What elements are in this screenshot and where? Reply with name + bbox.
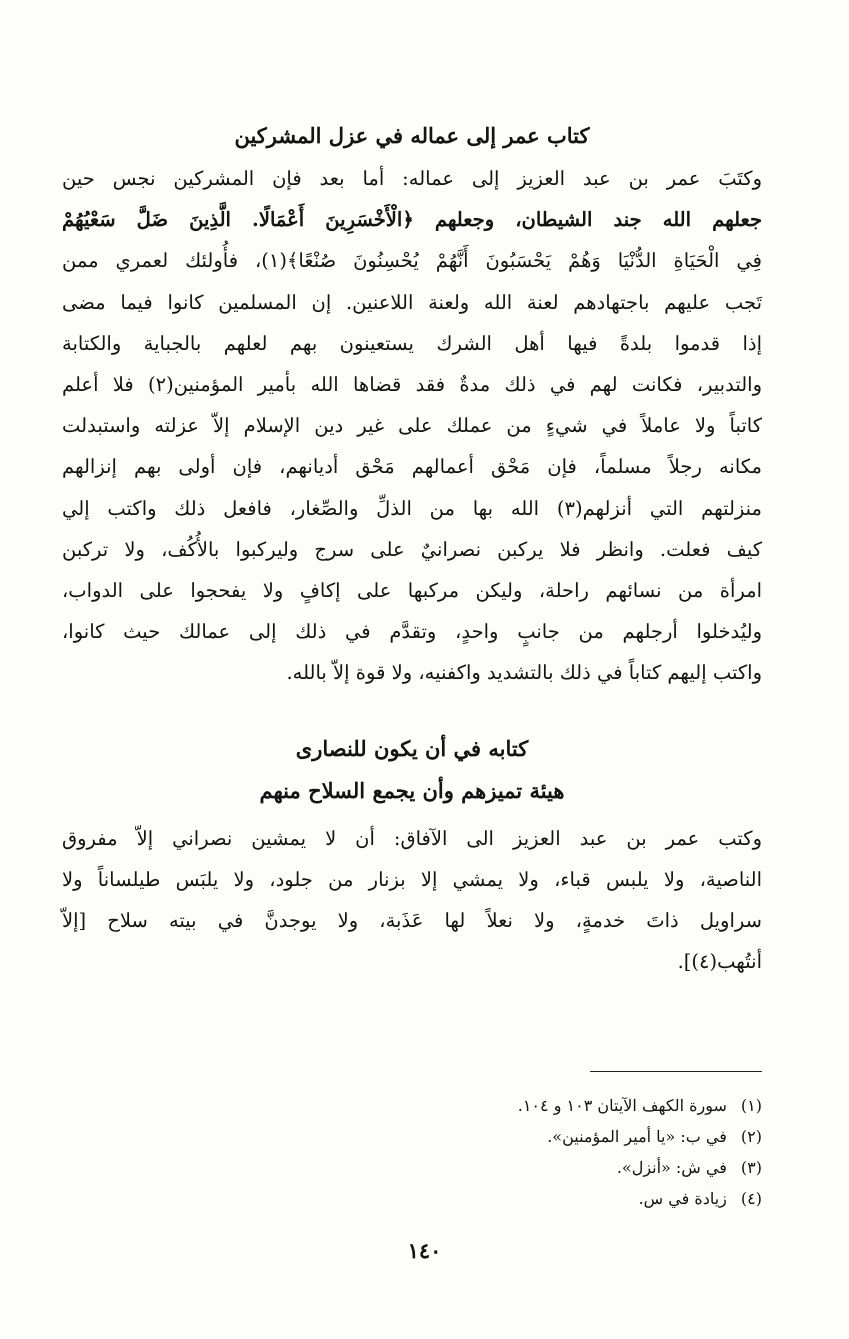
section-title: كتاب عمر إلى عماله في عزل المشركين	[234, 123, 590, 148]
text-line: امرأة من نسائهم راحلة، وليكن مركبها على إكافٍ ولا يفحجوا على الدواب،	[62, 579, 762, 603]
footnote-number: (٢)	[740, 1127, 762, 1146]
footnote-text: في ش: «أنزل».	[616, 1158, 727, 1177]
footnote-number: (٣)	[740, 1158, 762, 1177]
text-line: واكتب إليهم كتاباً في ذلك بالتشديد واكفنيه، ولا قوة إلاّ بالله.	[286, 661, 762, 685]
text-line: كاتباً ولا عاملاً في شيءٍ من عملك على غير دين الإسلام إلاّ عزلته واستبدلت	[62, 414, 762, 438]
footnote	[402, 1152, 762, 1183]
footnote-text: في ب: «يا أمير المؤمنين».	[547, 1127, 727, 1146]
text-line: أنتُهب(٤)].	[677, 950, 762, 974]
text-line: وكتَبَ عمر بن عبد العزيز إلى عماله: أما بعد فإن المشركين نجس حين	[62, 167, 762, 190]
footnote	[402, 1183, 762, 1214]
text-line: وكتب عمر بن عبد العزيز الى الآفاق: أن لا يمشين نصراني إلاّ مفروق	[62, 826, 762, 850]
text-line: جعلهم الله جند الشيطان، وجعلهم ﴿الْأَخْسَرِينَ أَعْمَالًا. الَّذِينَ ضَلَّ سَعْيُهُمْ	[62, 208, 762, 232]
page-number: ١٤٠	[407, 1238, 442, 1263]
section-title-line-2: هيئة تميزهم وأن يجمع السلاح منهم	[259, 777, 565, 803]
section-two	[62, 728, 762, 983]
footnote	[402, 1121, 762, 1152]
footnote-divider	[590, 1071, 762, 1072]
text-line: إذا قدموا بلدةً فيها أهل الشرك يستعينون بهم لعلهم بالجباية والكتابة	[62, 331, 762, 355]
text-line: كيف فعلت. وانظر فلا يركبن نصرانيٌ على سرج وليركبوا بالأُكُف، ولا تركبن	[62, 537, 762, 561]
footnote-number: (٤)	[740, 1189, 762, 1208]
footnote-text: زيادة في س.	[638, 1189, 727, 1208]
text-line: الناصية، ولا يلبس قباء، ولا يمشي إلا بزنار من جلود، ولا يلبَس طيلساناً ولا	[62, 867, 762, 891]
section-paragraph	[62, 158, 762, 694]
text-line: منزلتهم التي أنزلهم(٣) الله بها من الذلِّ والصِّغار، فافعل ذلك واكتب إلي	[62, 496, 762, 520]
text-line: والتدبير، فكانت لهم في ذلك مدةٌ فقد قضاها الله بأمير المؤمنين(٢) فلا أعلم	[62, 373, 762, 397]
section-paragraph	[62, 818, 762, 983]
footnote-number: (١)	[740, 1096, 762, 1115]
text-line: سراويل ذاتَ خدمةٍ، ولا نعلاً لها عَذَبة، ولا يوجدنَّ في بيته سلاح [إلاّ	[62, 909, 762, 933]
footnote-text: سورة الكهف الآيتان ١٠٣ و ١٠٤.	[517, 1096, 727, 1115]
text-line: فِي الْحَيَاةِ الدُّنْيَا وَهُمْ يَحْسَبُونَ أَنَّهُمْ يُحْسِنُونَ صُنْعًا﴾(١)، فأُولئك لعمري ممن	[62, 249, 762, 273]
section-title-line-1: كتابه في أن يكون للنصارى	[295, 735, 529, 761]
footnotes	[402, 1090, 762, 1214]
text-line: وليُدخلوا أرجلهم من جانبٍ واحدٍ، وتقدَّم في ذلك إلى عمالك حيث كانوا،	[62, 620, 762, 644]
text-line: تَجب عليهم باجتهادهم لعنة الله ولعنة اللاعنين. إن المسلمين كانوا فيما مضى	[62, 290, 762, 314]
text-line: مكانه رجلاً مسلماً، فإن مَحْق أعمالهم مَحْق أديانهم، فإن أولى بهم إنزالهم	[62, 455, 762, 479]
footnote	[402, 1090, 762, 1121]
page-body	[62, 118, 762, 982]
